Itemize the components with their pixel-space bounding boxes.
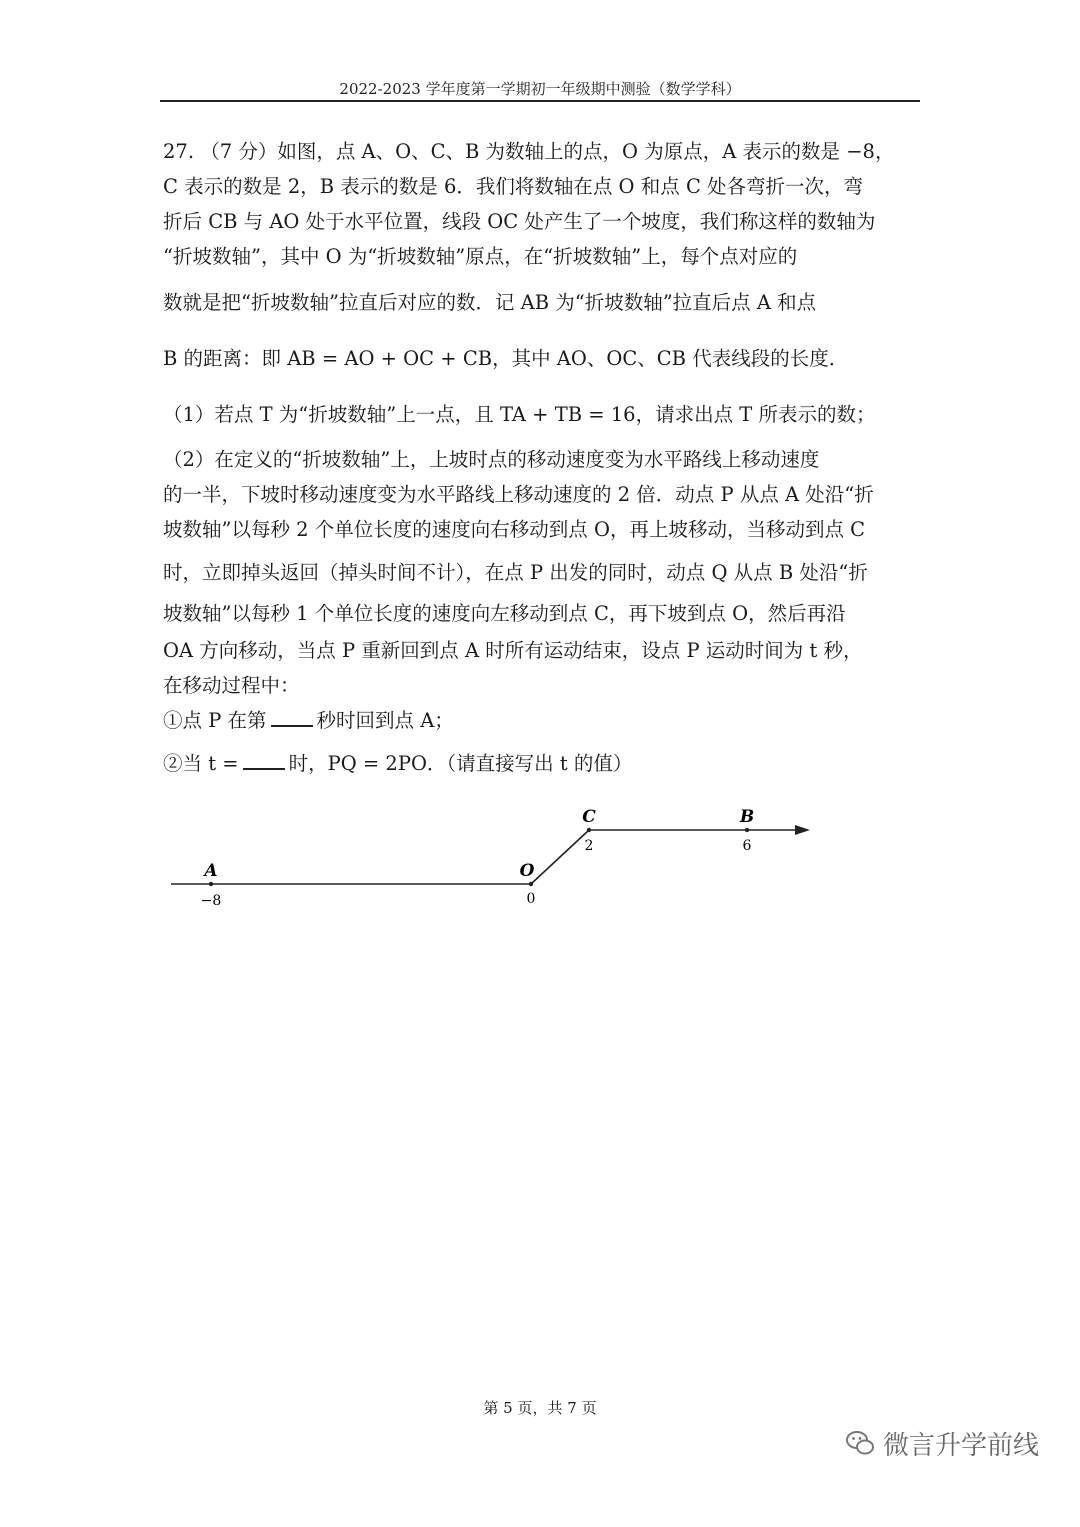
folded-number-line-figure: [165, 800, 825, 920]
problem-line: B 的距离：即 AB = AO + OC + CB，其中 AO、OC、CB 代表线段的长度．: [163, 347, 849, 370]
point-c-dot: [587, 828, 591, 832]
axis-slope-oc: [531, 830, 589, 884]
question-2-line: 时，立即掉头返回（掉头时间不计），在点 P 出发的同时，动点 Q 从点 B 处沿“折: [163, 561, 868, 584]
point-a-label: A: [204, 861, 218, 881]
point-a-value: −8: [200, 893, 222, 909]
question-1: （1）若点 T 为“折坡数轴”上一点，且 TA + TB = 16，请求出点 T 所表示的数；: [163, 403, 876, 426]
page-header: 2022-2023 学年度第一学期初一年级期中测验（数学学科）: [339, 80, 741, 98]
point-b-dot: [745, 828, 749, 832]
sub-question-1-suffix: 秒时回到点 A；: [316, 709, 454, 732]
problem-line: 27. （7 分）如图，点 A、O、C、B 为数轴上的点，O 为原点，A 表示的数是 −8，: [163, 140, 895, 163]
sub-question-2: [163, 748, 632, 776]
answer-blank-2[interactable]: [243, 750, 285, 770]
point-b-value: 6: [742, 838, 752, 854]
question-2-line: 的一半，下坡时移动速度变为水平路线上移动速度的 2 倍．动点 P 从点 A 处沿“折: [163, 483, 874, 506]
problem-line: “折坡数轴”，其中 O 为“折坡数轴”原点，在“折坡数轴”上，每个点对应的: [163, 245, 798, 268]
page-footer: 第 5 页，共 7 页: [483, 1399, 597, 1417]
watermark: [845, 1423, 1055, 1463]
point-a-dot: [209, 882, 213, 886]
problem-line: 折后 CB 与 AO 处于水平位置，线段 OC 处产生了一个坡度，我们称这样的数轴为: [163, 210, 876, 233]
question-2-line: （2）在定义的“折坡数轴”上，上坡时点的移动速度变为水平路线上移动速度: [163, 448, 820, 471]
axis-arrow-icon: [795, 825, 810, 835]
problem-line: C 表示的数是 2，B 表示的数是 6．我们将数轴在点 O 和点 C 处各弯折一次，弯: [163, 175, 864, 198]
sub-question-2-suffix: 时，PQ = 2PO．（请直接写出 t 的值）: [288, 752, 633, 775]
sub-question-1: [163, 705, 454, 733]
point-c-label: C: [582, 807, 596, 827]
question-2-line: OA 方向移动，当点 P 重新回到点 A 时所有运动结束，设点 P 运动时间为 t 秒，: [163, 639, 863, 662]
question-2-line: 坡数轴”以每秒 2 个单位长度的速度向右移动到点 O，再上坡移动，当移动到点 C: [163, 518, 866, 541]
sub-question-2-prefix: ②当 t =: [163, 752, 239, 775]
point-c-value: 2: [584, 838, 594, 854]
watermark-text: 微言升学前线: [883, 1430, 1040, 1461]
sub-question-1-prefix: ①点 P 在第: [163, 709, 267, 732]
question-2-line: 坡数轴”以每秒 1 个单位长度的速度向左移动到点 C，再下坡到点 O，然后再沿: [163, 602, 846, 625]
point-o-label: O: [519, 861, 535, 881]
question-2-line: 在移动过程中：: [163, 674, 300, 697]
problem-line: 数就是把“折坡数轴”拉直后对应的数．记 AB 为“折坡数轴”拉直后点 A 和点: [163, 291, 817, 314]
header-divider: [160, 100, 920, 102]
point-b-label: B: [739, 807, 755, 827]
answer-blank-1[interactable]: [271, 707, 313, 727]
point-o-value: 0: [526, 891, 536, 907]
point-o-dot: [529, 882, 533, 886]
wechat-icon: [845, 1429, 875, 1457]
